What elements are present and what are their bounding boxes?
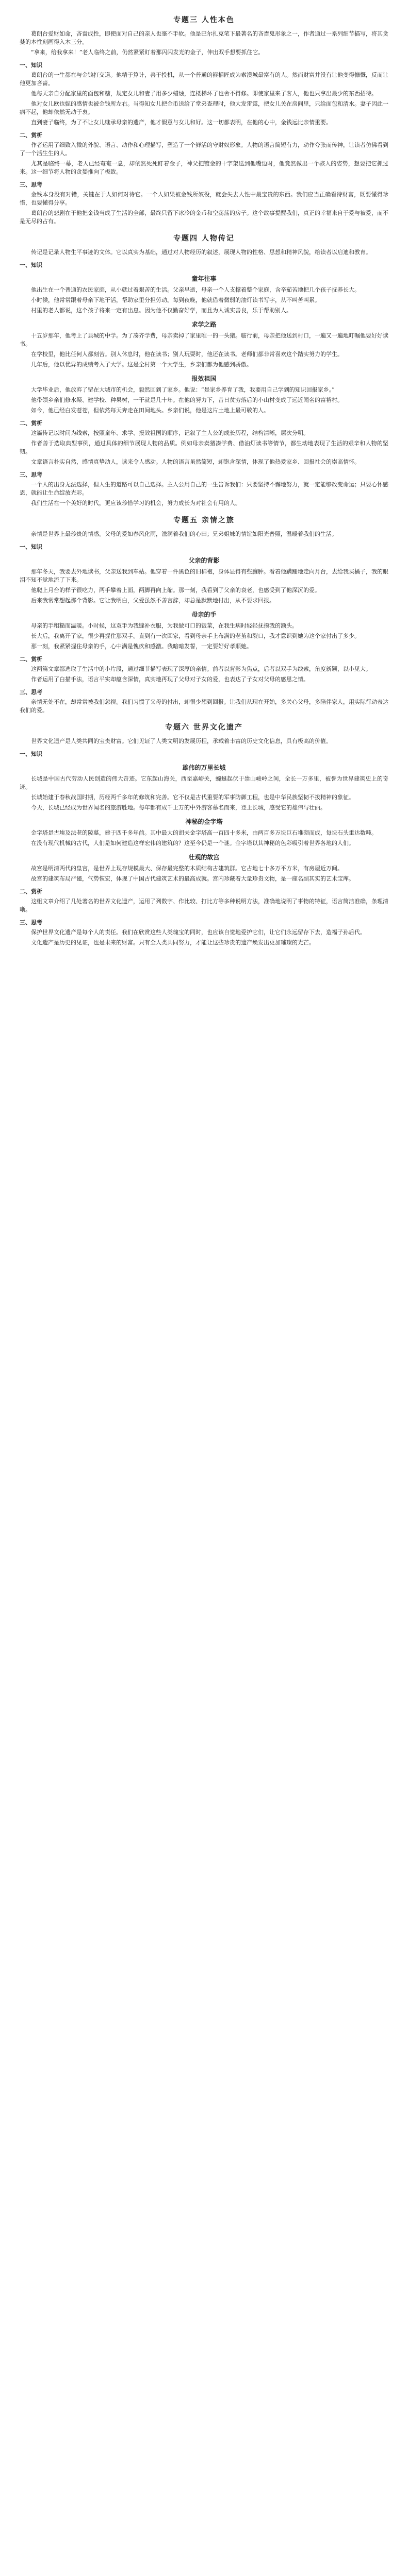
paragraph: 十五岁那年，他考上了县城的中学。为了凑齐学费，母亲卖掉了家里唯一的一头猪。临行前，母亲把他送到村口，一遍又一遍地叮嘱他要好好读书。 [20, 332, 388, 347]
subsection-title: 求学之路 [191, 321, 217, 328]
paragraph: 他带领乡亲们修水渠、建学校、种果树，一干就是几十年。在他的努力下，昔日贫穷落后的小山村变成了远近闻名的富裕村。 [31, 397, 343, 403]
paragraph: 后来我常常想起那个背影。它让我明白，父爱虽然不善言辞，却总是默默地付出，从不要求回报。 [31, 597, 275, 604]
section-label: 一、知识 [20, 751, 42, 757]
section-label: 二、赏析 [20, 132, 42, 139]
paragraph: 作者运用了白描手法，语言平实却蕴含深情，真实地再现了父母对子女的爱，也表达了子女对父母的感恩之情。 [31, 676, 309, 683]
paragraph: 故宫的建筑布局严谨，气势恢宏，体现了中国古代建筑艺术的最高成就。宫内珍藏着大量珍贵文物，是一座名副其实的艺术宝库。 [31, 875, 354, 882]
section-label: 一、知识 [20, 62, 42, 69]
subsection-title: 父亲的背影 [188, 557, 220, 564]
paragraph: 几年后，他以优异的成绩考入了大学。这是全村第一个大学生，乡亲们都为他感到骄傲。 [31, 361, 252, 368]
paragraph: 长城始建于春秋战国时期，历经两千多年的修筑和完善。它不仅是古代重要的军事防御工程，也是中华民族坚韧不拔精神的象征。 [31, 794, 354, 801]
subsection-title: 童年往事 [191, 275, 217, 282]
paragraph: 在没有现代机械的古代，人们是如何建造这样宏伟的建筑的？这至今仍是一个谜。金字塔以其神秘的色彩吸引着世界各地的人们。 [31, 840, 354, 846]
paragraph: 在学校里，他比任何人都刻苦。别人休息时，他在读书；别人玩耍时，他还在读书。老师们都非常喜欢这个踏实努力的学生。 [31, 351, 343, 358]
paragraph: 亲情无处不在，却常常被我们忽视。我们习惯了父母的付出，却很少想到回报。让我们从现在开始，多关心父母，多陪伴家人，用实际行动表达我们的爱。 [20, 699, 388, 714]
paragraph: 长城是中国古代劳动人民创造的伟大奇迹。它东起山海关，西至嘉峪关，蜿蜒起伏于崇山峻岭之间，全长一万多里，被誉为世界建筑史上的奇迹。 [20, 775, 388, 790]
paragraph: “拿来，给我拿来！”老人临终之前，仍然紧紧盯着那闪闪发光的金子，伸出双手想要抓住它。 [31, 49, 264, 56]
paragraph: 作者运用了细致入微的外貌、语言、动作和心理描写，塑造了一个鲜活的守财奴形象。人物的语言简短有力，动作夸张而传神，让读者仿佛看到了一个活生生的人。 [20, 142, 388, 157]
section-label: 二、赏析 [20, 656, 42, 663]
section-label: 三、思考 [20, 471, 42, 478]
paragraph: 这组文章介绍了几处著名的世界文化遗产，运用了列数字、作比较、打比方等多种说明方法，准确地说明了事物的特征，语言简洁准确，条理清晰。 [20, 898, 388, 913]
paragraph: 那年冬天，我要去外地读书，父亲送我到车站。他穿着一件黑色的旧棉袍，身体显得有些臃肿。看着他蹒跚地走向月台，去给我买橘子，我的眼泪不知不觉地流了下来。 [20, 568, 388, 583]
paragraph: 如今，他已经白发苍苍，但依然每天奔走在田间地头。乡亲们说，他是这片土地上最可敬的人。 [31, 407, 269, 414]
paragraph: 长大后，我离开了家，很少再握住那双手。直到有一次回家，看到母亲手上布满的老茧和裂口，我才意识到她为这个家付出了多少。 [31, 633, 360, 639]
section-label: 三、思考 [20, 689, 42, 696]
section-title: 专题六 世界文化遗产 [165, 723, 243, 732]
paragraph: 他爬上月台的样子很吃力，两手攀着上面，两脚再向上缩。那一刻，我看到了父亲的衰老，也感受到了他深沉的爱。 [31, 587, 320, 594]
subsection-title: 神秘的金字塔 [185, 818, 223, 825]
paragraph: 金钱本身没有对错，关键在于人如何对待它。一个人如果被金钱所奴役，就会失去人性中最宝贵的东西。我们应当正确看待财富，既要懂得珍惜，也要懂得分享。 [20, 191, 388, 206]
subsection-title: 报效祖国 [191, 375, 217, 382]
section-label: 三、思考 [20, 181, 42, 188]
paragraph: 直到妻子临终，为了不让女儿继承母亲的遗产，他才假意与女儿和好。这一切都表明，在他的心中，金钱远比亲情重要。 [31, 119, 332, 126]
paragraph: 尤其是临终一幕，老人已经奄奄一息，却依然死死盯着金子，神父把镀金的十字架送到他嘴边时，他竟然做出一个骇人的姿势，想要把它抓过来。这一细节将人物的贪婪推向了极致。 [20, 160, 388, 175]
section-label: 一、知识 [20, 262, 42, 268]
subsection-title: 雄伟的万里长城 [182, 764, 226, 771]
paragraph: 那一刻，我紧紧握住母亲的手，心中满是愧疚和感激。我暗暗发誓，一定要好好孝顺她。 [31, 643, 252, 650]
paragraph: 小时候，他常常跟着母亲下地干活，帮助家里分担劳动。每到夜晚，他就借着微弱的油灯读书写字，从不叫苦叫累。 [31, 297, 320, 303]
paragraph: 这篇传记以时间为线索，按照童年、求学、报效祖国的顺序，记叙了主人公的成长历程，结构清晰，层次分明。 [31, 430, 309, 436]
paragraph: 大学毕业后，他放弃了留在大城市的机会，毅然回到了家乡。他说：“是家乡养育了我，我要用自己学到的知识回报家乡。” [31, 386, 335, 393]
paragraph: 文章语言朴实自然，感情真挚动人，读来令人感动。人物的语言虽然简短，却饱含深情，体现了他热爱家乡、回报社会的崇高情怀。 [31, 459, 360, 465]
paragraph: 一个人的出身无法选择，但人生的道路可以自己选择。主人公用自己的一生告诉我们：只要坚持不懈地努力，就一定能够改变命运；只要心怀感恩，就能让生命绽放光彩。 [20, 481, 388, 496]
paragraph: 母亲的手粗糙而温暖。小时候，这双手为我缝补衣服，为我做可口的饭菜，在我生病时轻轻抚摸我的额头。 [31, 622, 298, 629]
paragraph: 葛朗台的一生都在与金钱打交道。他精于算计，善于投机，从一个普通的箍桶匠成为索漠城最富有的人。然而财富并没有让他变得慷慨，反而让他更加吝啬。 [20, 72, 388, 87]
paragraph: 这两篇文章都选取了生活中的小片段，通过细节描写表现了深厚的亲情。前者以背影为焦点，后者以双手为线索，角度新颖，以小见大。 [31, 666, 371, 672]
section-title: 专题四 人物传记 [173, 234, 235, 243]
section-title: 专题五 亲情之旅 [173, 516, 235, 524]
section-label: 三、思考 [20, 919, 42, 926]
paragraph: 葛朗台的悲剧在于他把金钱当成了生活的全部，最终只留下冰冷的金币和空荡荡的房子。这个故事提醒我们，真正的幸福来自于爱与被爱，而不是无尽的占有。 [20, 210, 388, 225]
paragraph: 他出生在一个普通的农民家庭，从小就过着艰苦的生活。父亲早逝，母亲一个人支撑着整个家庭，含辛茹苦地把几个孩子抚养长大。 [31, 286, 360, 293]
section-title: 专题三 人性本色 [173, 16, 235, 24]
paragraph: 他对女儿欧也妮的感情也被金钱所左右。当得知女儿把金币送给了堂弟查理时，他大发雷霆，把女儿关在房间里，只给面包和清水。妻子因此一病不起，他却依然无动于衷。 [20, 100, 388, 115]
paragraph: 亲情是世界上最珍贵的情感。父母的爱如春风化雨，滋润着我们的心田；兄弟姐妹的情谊如阳光普照，温暖着我们的生活。 [31, 531, 337, 537]
paragraph: 今天，长城已经成为世界闻名的旅游胜地。每年都有成千上万的中外游客慕名而来，登上长城，感受它的雄伟与壮丽。 [31, 804, 326, 811]
section-label: 二、赏析 [20, 888, 42, 895]
paragraph: 金字塔是古埃及法老的陵墓，建于四千多年前。其中最大的胡夫金字塔高一百四十多米，由两百多万块巨石堆砌而成，每块石头重达数吨。 [31, 829, 377, 836]
section-label: 一、知识 [20, 544, 42, 550]
paragraph: 我们生活在一个美好的时代，更应该珍惜学习的机会，努力成长为对社会有用的人。 [31, 500, 241, 506]
subsection-title: 母亲的手 [191, 611, 217, 618]
paragraph: 村里的老人都说，这个孩子将来一定有出息。因为他不仅勤奋好学，而且为人诚实善良，乐于帮助别人。 [31, 307, 292, 314]
paragraph: 作者善于选取典型事例，通过具体的细节展现人物的品质。例如母亲卖猪凑学费、借油灯读书等情节，都生动地表现了生活的艰辛和人物的坚韧。 [20, 440, 388, 455]
paragraph: 故宫是明清两代的皇宫，是世界上现存规模最大、保存最完整的木质结构古建筑群。它占地七十多万平方米，有房屋近万间。 [31, 865, 343, 872]
paragraph: 葛朗台爱财如命，吝啬成性，即使面对自己的亲人也毫不手软。他是巴尔扎克笔下最著名的吝啬鬼形象之一，作者通过一系列细节描写，将其贪婪的本性刻画得入木三分。 [20, 30, 388, 45]
subsection-title: 壮观的故宫 [188, 854, 220, 861]
paragraph: 他每天亲自分配家里的面包和糖，规定女儿和妻子用多少蜡烛，连楼梯坏了也舍不得修。即使家里来了客人，他也只拿出最少的东西招待。 [31, 90, 377, 97]
paragraph: 文化遗产是历史的见证，也是未来的财富。只有全人类共同努力，才能让这些珍贵的遗产焕发出更加璀璨的光芒。 [31, 939, 315, 946]
paragraph: 保护世界文化遗产是每个人的责任。我们在欣赏这些人类瑰宝的同时，也应该自觉地爱护它们，让它们永远留存下去，造福子孙后代。 [31, 929, 366, 936]
section-label: 二、赏析 [20, 420, 42, 427]
paragraph: 世界文化遗产是人类共同的宝贵财富。它们见证了人类文明的发展历程，承载着丰富的历史文化信息，具有极高的价值。 [31, 738, 332, 744]
paragraph: 传记是记录人物生平事迹的文体。它以真实为基础，通过对人物经历的叙述，展现人物的性格、思想和精神风貌，给读者以启迪和教育。 [31, 249, 371, 256]
